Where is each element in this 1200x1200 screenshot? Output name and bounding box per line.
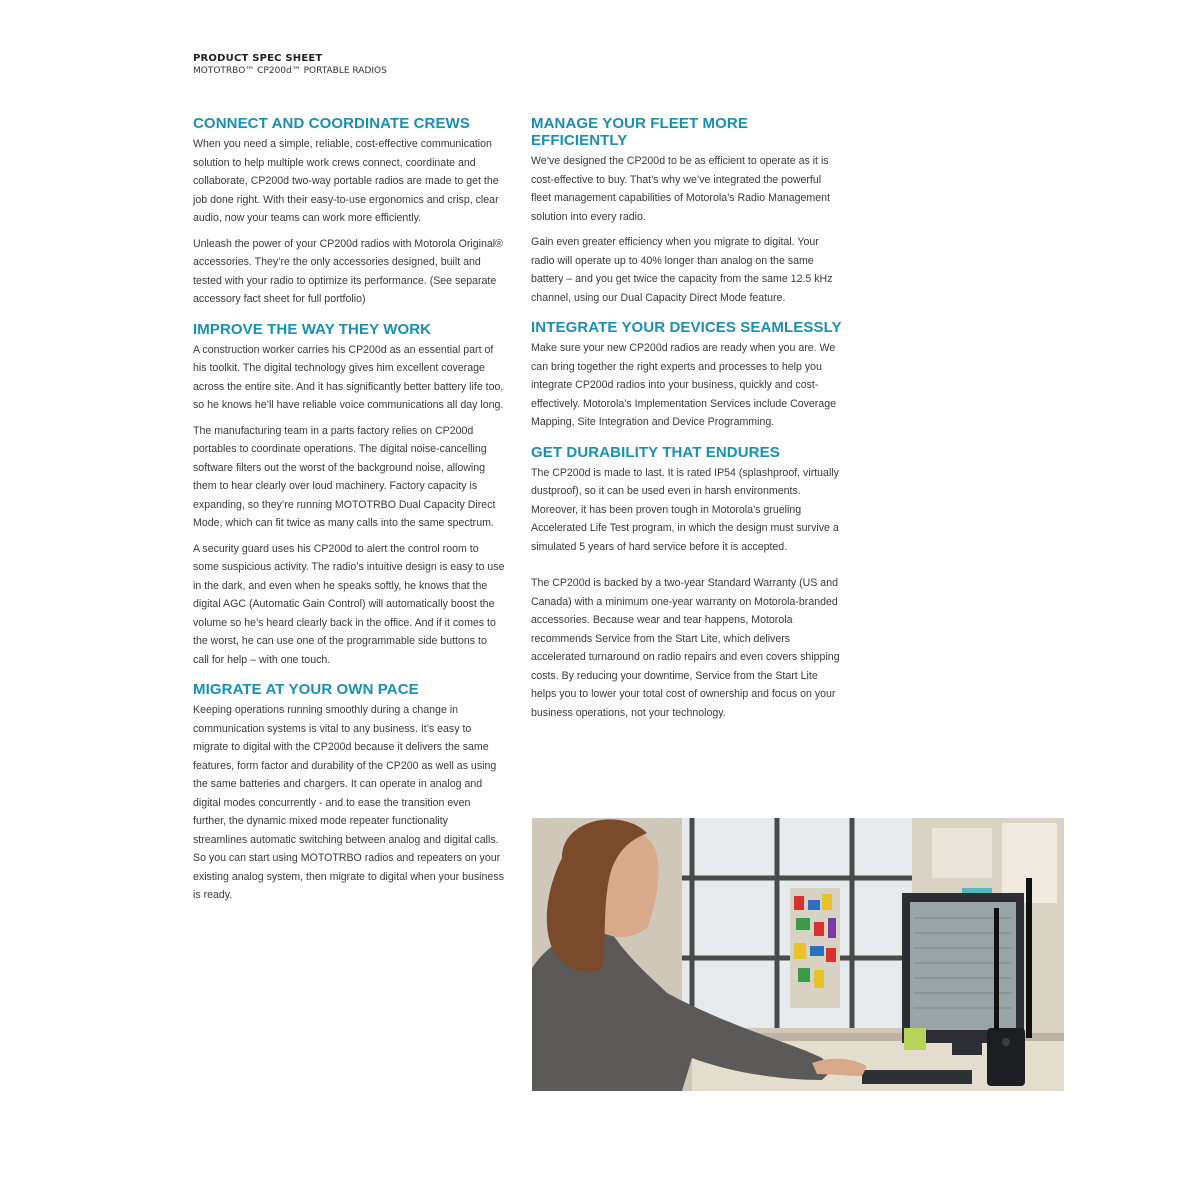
header-subtitle: MOTOTRBO™ CP200d™ PORTABLE RADIOS	[193, 66, 387, 76]
paragraph: Make sure your new CP200d radios are ready when you are. We can bring together the right experts and processes to help you integrate CP200d radios into your business, quickly and cost-effectively. Motorola’s Implementation Services include Coverage Mapping, Site Integration and Device Programming.	[531, 342, 837, 428]
paragraph: A construction worker carries his CP200d as an essential part of his toolkit. The digital technology gives him excellent coverage across the entire site. And it has significantly better battery life too, so he knows he’ll have reliable voice communications all day long.	[193, 343, 504, 411]
header-title: PRODUCT SPEC SHEET	[193, 53, 323, 64]
paragraph: Gain even greater efficiency when you migrate to digital. Your radio will operate up to 40% longer than analog on the same battery – and you get twice the capacity from the same 12.5 kHz channel, using our Dual Capacity Direct Mode feature.	[531, 236, 833, 304]
paragraph: A security guard uses his CP200d to alert the control room to some suspicious activity. The radio’s intuitive design is easy to use in the dark, and even when he speaks softly, he knows that the digital AGC (Automatic Gain Control) will automatically boost the volume so he’s heard clearly back in the office. And if it comes to the worst, he can use one of the programmable side buttons to call for help – with one touch.	[193, 542, 505, 666]
paragraph: We’ve designed the CP200d to be as efficient to operate as it is cost-effective to buy. That’s why we’ve integrated the powerful fleet management capabilities of Motorola’s Radio Management solution into every radio.	[531, 155, 830, 223]
right-column	[531, 115, 843, 734]
section-title: MIGRATE AT YOUR OWN PACE	[193, 681, 419, 698]
paragraph: When you need a simple, reliable, cost-effective communication solution to help multiple work crews connect, coordinate and collaborate, CP200d two-way portable radios are made to get the job done right. With their easy-to-use ergonomics and crisp, clear audio, now your teams can work more efficiently.	[193, 138, 499, 224]
section-durability	[531, 444, 843, 723]
section-title: IMPROVE THE WAY THEY WORK	[193, 320, 432, 338]
paragraph: Unleash the power of your CP200d radios with Motorola Original® accessories. They’re the only accessories designed, built and tested with your radio to optimize its performance. (See separate accessory fact sheet for full portfolio)	[193, 237, 503, 305]
spec-sheet-header	[193, 52, 387, 77]
photo-illustration	[532, 818, 1064, 1091]
section-migrate	[193, 681, 505, 905]
section-improve-work	[193, 321, 505, 670]
section-title: INTEGRATE YOUR DEVICES SEAMLESSLY	[531, 319, 842, 336]
paragraph: The manufacturing team in a parts factory relies on CP200d portables to coordinate operations. The digital noise-cancelling software filters out the worst of the background noise, allowing them to hear clearly over loud machinery. Factory capacity is expanding, so they’re running MOTOTRBO Dual Capacity Direct Mode, which can fit twice as many calls into the same spectrum.	[193, 424, 496, 529]
paragraph: The CP200d is made to last. It is rated IP54 (splashproof, virtually dustproof), so it can be used even in harsh environments. Moreover, it has been proven tough in Motorola’s grueling Accelerated Life Test program, in which the design must survive a simulated 5 years of hard service before it is accepted.	[531, 466, 839, 553]
paragraph: The CP200d is backed by a two-year Standard Warranty (US and Canada) with a minimum one-year warranty on Motorola-branded accessories. Because wear and tear happens, Motorola recommends Service from the Start Lite, which delivers accelerated turnaround on radio repairs and even covers shipping costs. By reducing your downtime, Service from the Start Lite helps you to lower your total cost of ownership and focus on your business operations, not your technology.	[531, 577, 840, 719]
left-column	[193, 115, 505, 917]
section-connect-crews	[193, 115, 505, 309]
section-integrate-devices	[531, 319, 843, 432]
section-title: CONNECT AND COORDINATE CREWS	[193, 115, 470, 132]
office-worker-photo	[532, 818, 1064, 1091]
section-title: GET DURABILITY THAT ENDURES	[531, 443, 780, 461]
paragraph: Keeping operations running smoothly during a change in communication systems is vital to any business. It’s easy to migrate to digital with the CP200d because it delivers the same features, form factor and durability of the CP200 as well as using the same batteries and chargers. It can operate in analog and digital modes concurrently - and to ease the transition even further, the dynamic mixed mode repeater functionality streamlines automatic switching between analog and digital calls. So you can start using MOTOTRBO radios and repeaters on your existing analog system, then migrate to digital when your business is ready.	[193, 704, 504, 901]
section-manage-fleet	[531, 115, 843, 307]
section-title: MANAGE YOUR FLEET MORE EFFICIENTLY	[531, 115, 748, 149]
